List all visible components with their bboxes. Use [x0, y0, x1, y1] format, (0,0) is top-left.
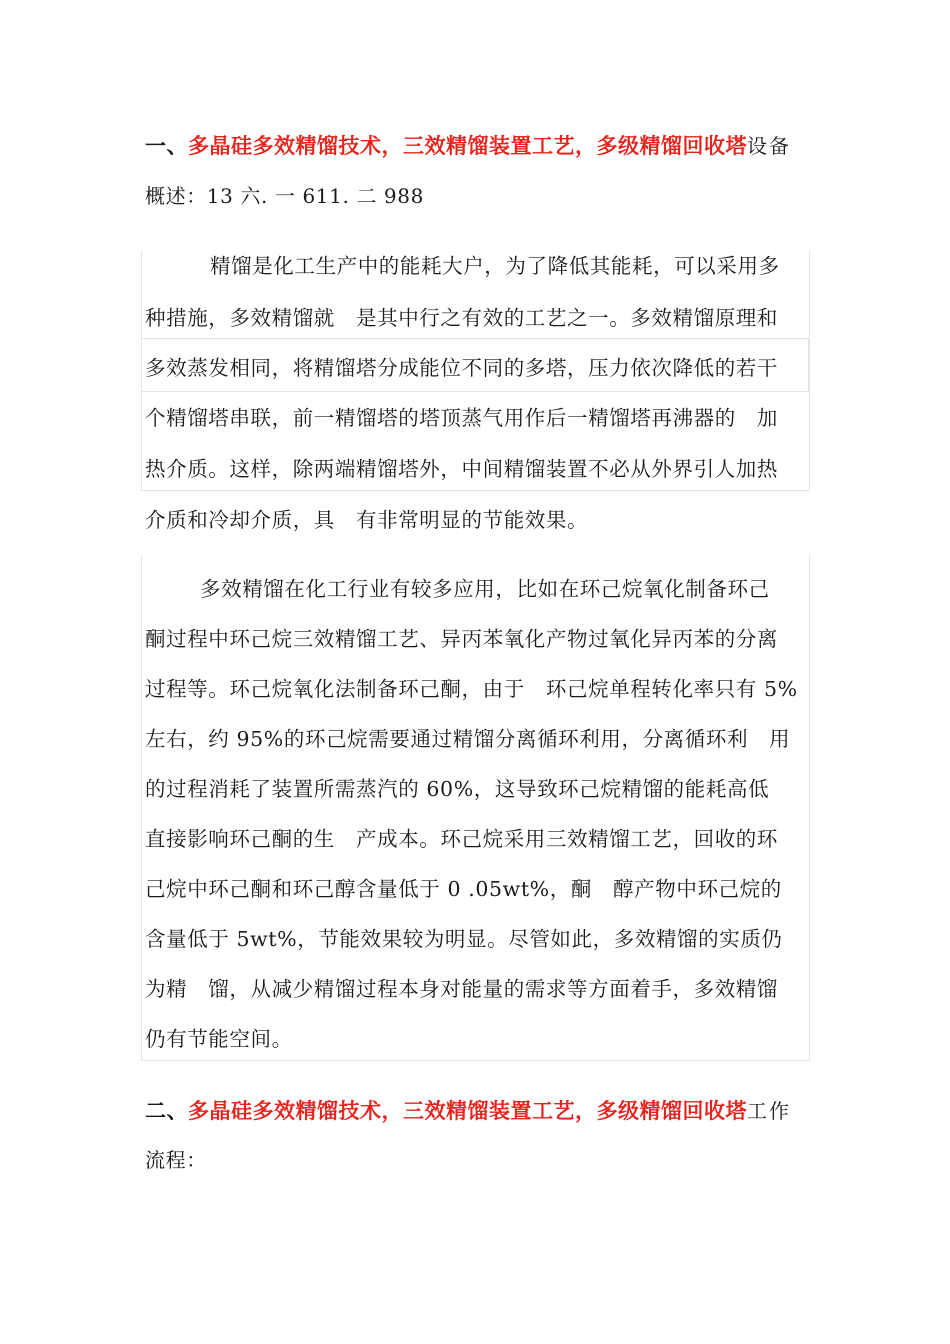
- paragraph-1-line: 个精馏塔串联，前一精馏塔的塔顶蒸气用作后一精馏塔再沸器的 加: [145, 406, 778, 430]
- section-1-heading: [145, 130, 791, 160]
- section-1-tail: 设备: [747, 134, 791, 158]
- paragraph-2-line: 直接影响环己酮的生 产成本。环己烷采用三效精馏工艺，回收的环: [145, 827, 778, 851]
- paragraph-2-line: 己烷中环己酮和环己醇含量低于 0 .05wt%，酮 醇产物中环己烷的: [145, 877, 782, 901]
- paragraph-1-line: 多效蒸发相同，将精馏塔分成能位不同的多塔，压力依次降低的若干: [145, 356, 778, 380]
- section-2-highlight: 多晶硅多效精馏技术，三效精馏装置工艺，多级精馏回收塔: [188, 1099, 747, 1123]
- paragraph-1-line: 介质和冷却介质，具 有非常明显的节能效果。: [145, 508, 589, 532]
- paragraph-1-line: 热介质。这样，除两端精馏塔外，中间精馏装置不必从外界引人加热: [145, 457, 778, 481]
- paragraph-2-line: 过程等。环己烷氧化法制备环己酮，由于 环己烷单程转化率只有 5%: [145, 677, 798, 701]
- paragraph-2-line: 酮过程中环己烷三效精馏工艺、异丙苯氧化产物过氧化异丙苯的分离: [145, 627, 778, 651]
- paragraph-2-line: 的过程消耗了装置所需蒸汽的 60%，这导致环己烷精馏的能耗高低: [145, 777, 770, 801]
- section-2-flow-label: 流程：: [145, 1148, 207, 1172]
- section-2-tail: 工作: [747, 1099, 791, 1123]
- section-2-heading: [145, 1095, 791, 1125]
- paragraph-1-line: 精馏是化工生产中的能耗大户，为了降低其能耗，可以采用多: [210, 254, 780, 278]
- section-1-highlight: 多晶硅多效精馏技术，三效精馏装置工艺，多级精馏回收塔: [188, 134, 747, 158]
- paragraph-2-line: 左右，约 95%的环己烷需要通过精馏分离循环利用，分离循环利 用: [145, 727, 791, 751]
- section-2-prefix: 二、: [145, 1099, 188, 1123]
- section-1-prefix: 一、: [145, 134, 188, 158]
- paragraph-2-line: 为精 馏，从减少精馏过程本身对能量的需求等方面着手，多效精馏: [145, 977, 778, 1001]
- paragraph-2-line: 含量低于 5wt%，节能效果较为明显。尽管如此，多效精馏的实质仍: [145, 927, 783, 951]
- paragraph-2-line: 仍有节能空间。: [145, 1027, 293, 1051]
- paragraph-2-line: 多效精馏在化工行业有较多应用，比如在环己烷氧化制备环己: [200, 577, 770, 601]
- section-1-overview: 概述：13 六. 一 611. 二 988: [145, 184, 424, 208]
- paragraph-1-line: 种措施，多效精馏就 是其中行之有效的工艺之一。多效精馏原理和: [145, 306, 778, 330]
